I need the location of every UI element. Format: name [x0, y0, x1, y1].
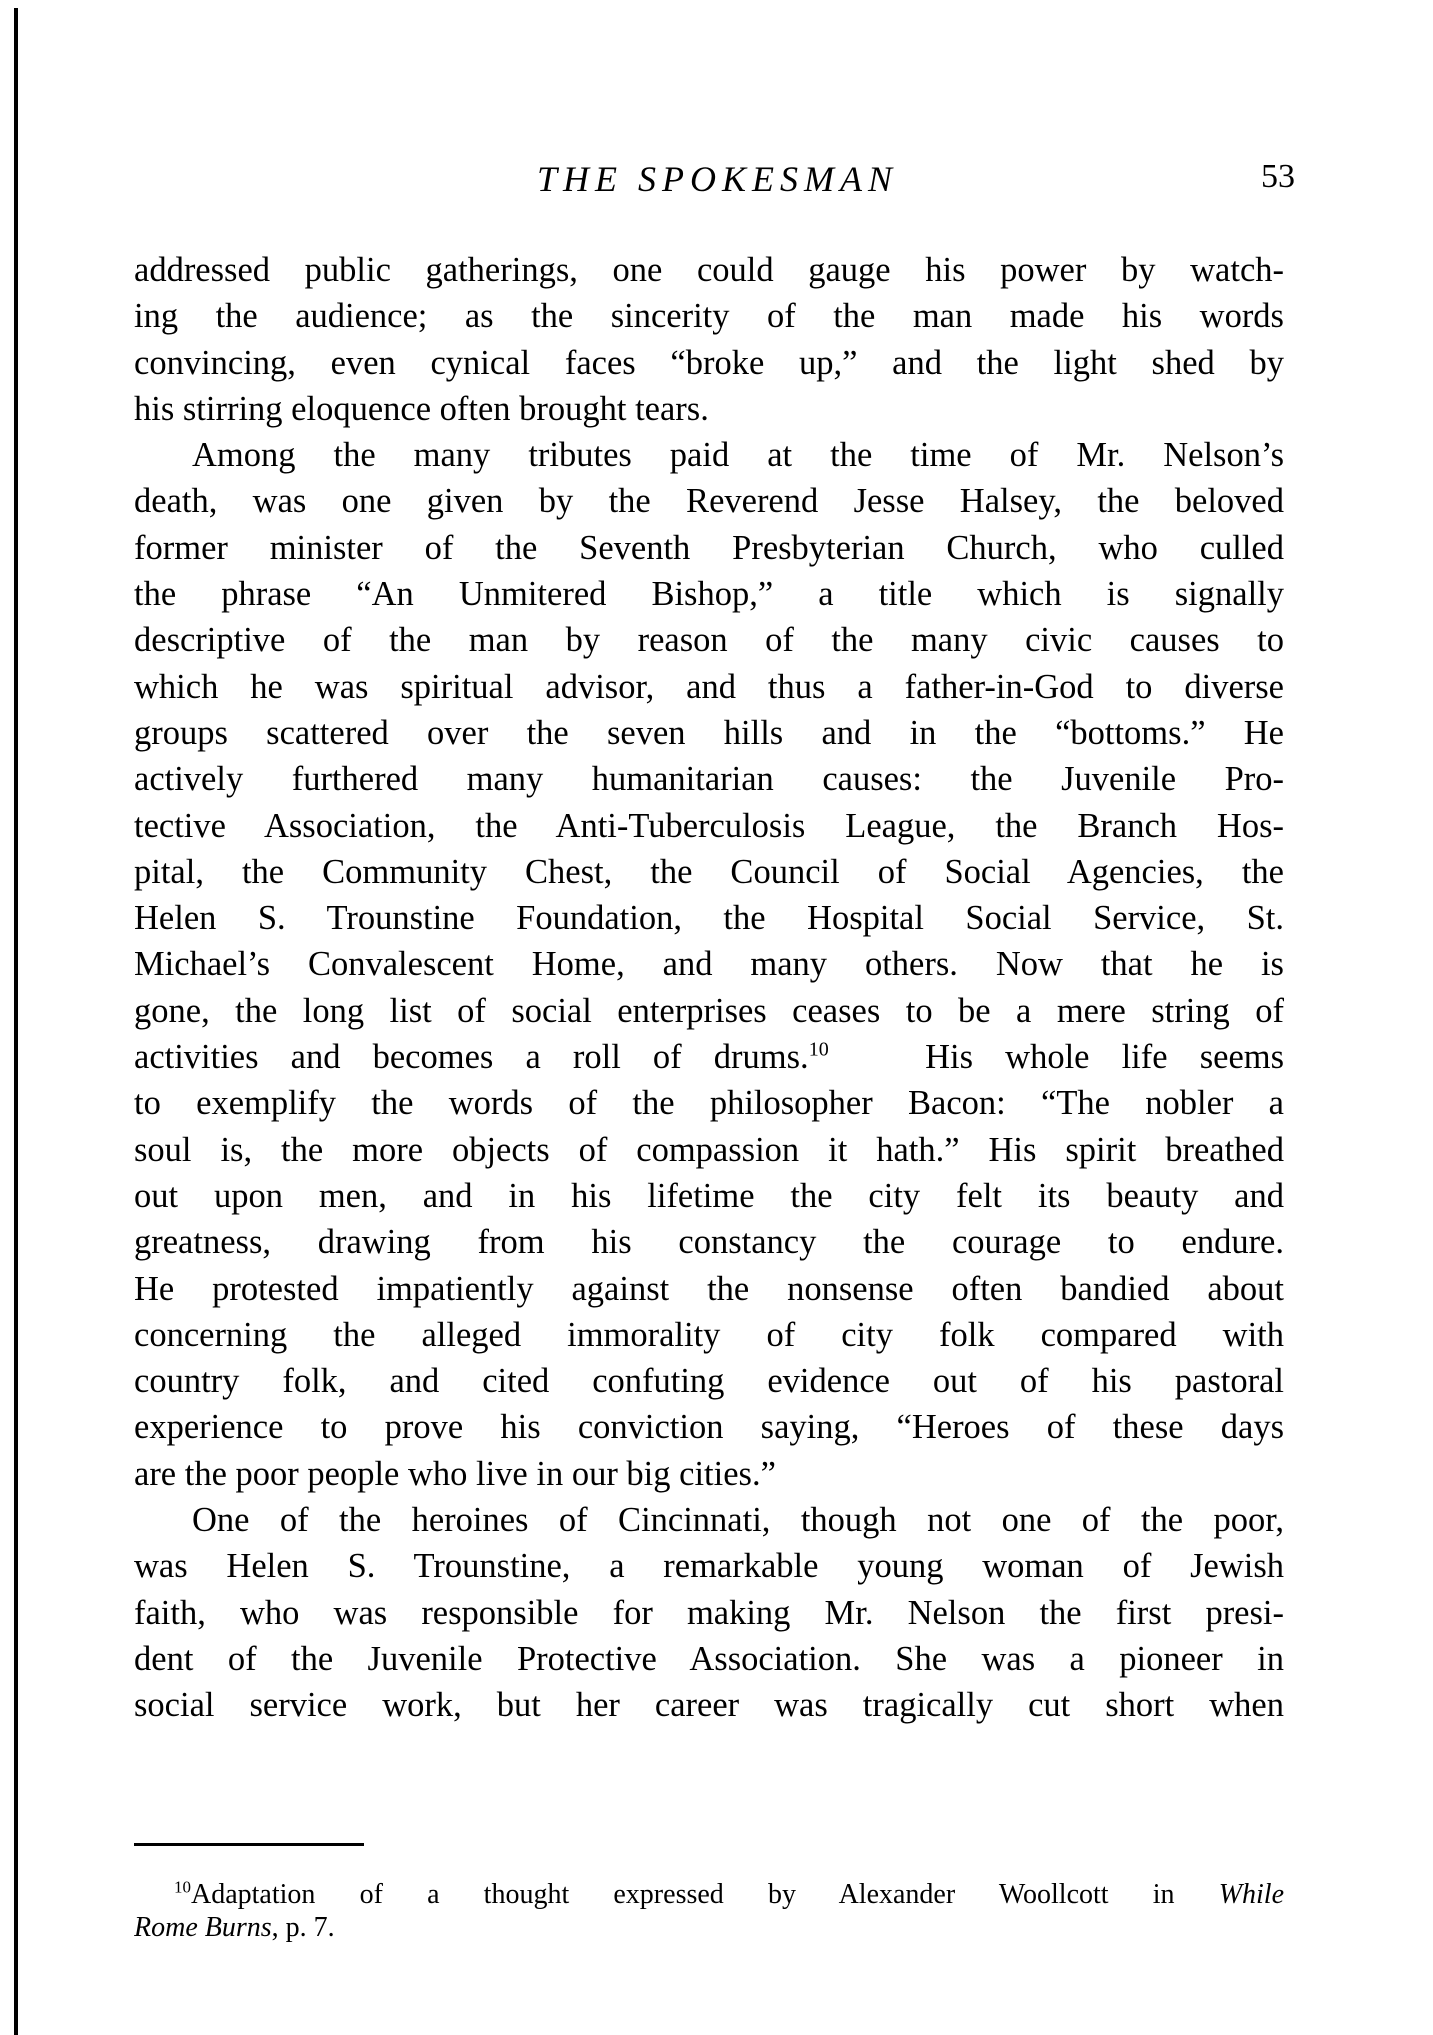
text-line: He protested impatiently against the nonsense often bandied about	[134, 1269, 1284, 1308]
text-line: his stirring eloquence often brought tears.	[134, 389, 709, 428]
text-line: groups scattered over the seven hills and in the “bottoms.” He	[134, 713, 1284, 752]
text-line-with-footnote	[134, 1034, 1284, 1080]
text-line: addressed public gatherings, one could gauge his power by watch-	[134, 251, 1284, 289]
footnotes	[134, 1878, 1284, 1944]
body-text	[134, 247, 1284, 1729]
text-line: concerning the alleged immorality of city folk compared with	[134, 1315, 1284, 1354]
text-line: country folk, and cited confuting evidence out of his pastoral	[134, 1362, 1284, 1401]
footnote-line	[134, 1911, 1284, 1944]
text-line: greatness, drawing from his constancy the courage to endure.	[134, 1223, 1284, 1262]
text-line: social service work, but her career was tragically cut short when	[134, 1686, 1284, 1725]
text-line: gone, the long list of social enterprises ceases to be a mere string of	[134, 991, 1284, 1030]
running-title: THE SPOKESMAN	[537, 159, 898, 199]
text-line: One of the heroines of Cincinnati, though not one of the poor,	[192, 1501, 1284, 1540]
page-number: 53	[1261, 158, 1295, 195]
text-line: experience to prove his conviction saying, “Heroes of these days	[134, 1408, 1284, 1447]
footnote-text: Adaptation of a thought expressed by Alexander Woollcott in	[191, 1879, 1219, 1910]
text-line: convincing, even cynical faces “broke up,” and the light shed by	[134, 343, 1284, 382]
text-line: faith, who was responsible for making Mr. Nelson the first presi-	[134, 1593, 1284, 1632]
page-binding-edge	[14, 8, 18, 2035]
text-line: to exemplify the words of the philosopher Bacon: “The nobler a	[134, 1084, 1284, 1123]
text-line: which he was spiritual advisor, and thus a father-in-God to diverse	[134, 667, 1284, 706]
text-line: tective Association, the Anti-Tuberculosis League, the Branch Hos-	[134, 806, 1284, 845]
footnote-divider	[134, 1843, 364, 1846]
text-line: Michael’s Convalescent Home, and many others. Now that he is	[134, 945, 1284, 984]
text-line: descriptive of the man by reason of the many civic causes to	[134, 621, 1284, 660]
text-line: former minister of the Seventh Presbyterian Church, who culled	[134, 528, 1284, 567]
book-title: Rome Burns	[134, 1912, 272, 1943]
text-line: soul is, the more objects of compassion it hath.” His spirit breathed	[134, 1130, 1284, 1169]
text-line: out upon men, and in his lifetime the city felt its beauty and	[134, 1176, 1284, 1215]
text-line: actively furthered many humanitarian causes: the Juvenile Pro-	[134, 760, 1284, 799]
footnote-marker: 10	[174, 1878, 191, 1897]
text-line: ing the audience; as the sincerity of the man made his words	[134, 297, 1284, 336]
text-line: death, was one given by the Reverend Jesse Halsey, the beloved	[134, 482, 1284, 521]
footnote-line	[134, 1878, 1284, 1911]
text-line: Among the many tributes paid at the time of Mr. Nelson’s	[192, 436, 1284, 475]
running-head	[140, 158, 1295, 208]
text-line: are the poor people who live in our big cities.”	[134, 1454, 776, 1493]
footnote-reference[interactable]: 10	[808, 1038, 829, 1061]
text-segment: activities and becomes a roll of drums.	[134, 1038, 809, 1077]
text-line: dent of the Juvenile Protective Association. She was a pioneer in	[134, 1639, 1284, 1678]
text-line: was Helen S. Trounstine, a remarkable young woman of Jewish	[134, 1547, 1284, 1586]
text-line: Helen S. Trounstine Foundation, the Hospital Social Service, St.	[134, 899, 1284, 938]
text-line: the phrase “An Unmitered Bishop,” a title which is signally	[134, 575, 1284, 614]
text-segment: His whole life seems	[925, 1038, 1284, 1077]
text-line: pital, the Community Chest, the Council of Social Agencies, the	[134, 852, 1284, 891]
book-title: While	[1218, 1879, 1284, 1910]
footnote-text: , p. 7.	[271, 1912, 335, 1943]
